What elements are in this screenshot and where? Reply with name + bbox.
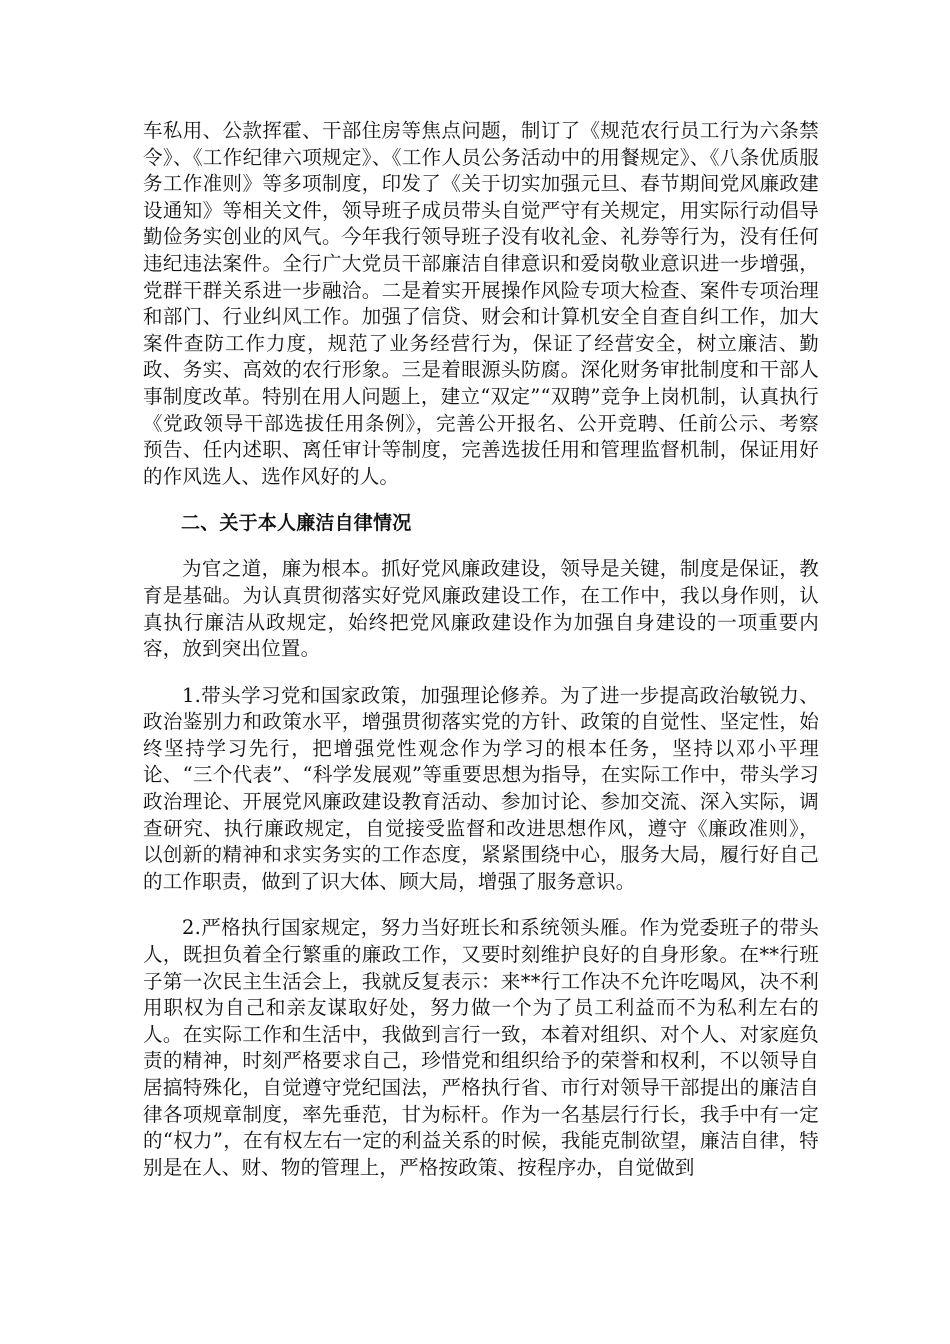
section-heading: 二、关于本人廉洁自律情况 <box>181 512 412 535</box>
document-body <box>143 118 819 1181</box>
continued-paragraph: 车私用、公款挥霍、干部住房等焦点问题，制订了《规范农行员工行为六条禁令》、《工作纪律六项规定》、《工作人员公务活动中的用餐规定》、《八条优质服务工作准则》等多项制度，印发了《关于切实加强元旦、春节期间党风廉政建设通知》等相关文件，领导班子成员带头自觉严守有关规定，用实际行动倡导勤俭务实创业的风气。今年我行领导班子没有收礼金、礼券等行为，没有任何违纪违法案件。全行广大党员干部廉洁自律意识和爱岗敬业意识进一步增强，党群干群关系进一步融洽。二是着实开展操作风险专项大检查、案件专项治理和部门、行业纠风工作。加强了信贷、财会和计算机安全自查自纠工作，加大案件查防工作力度，规范了业务经营行为，保证了经营安全，树立廉洁、勤政、务实、高效的农行形象。三是着眼源头防腐。深化财务审批制度和干部人事制度改革。特别在用人问题上，建立“双定”“双聘”竞争上岗机制，认真执行《党政领导干部选拔任用条例》，完善公开报名、公开竞聘、任前公示、考察预告、任内述职、离任审计等制度，完善选拔任用和管理监督机制，保证用好的作风选人、选作风好的人。 <box>143 119 819 488</box>
item-2-paragraph: 2.严格执行国家规定，努力当好班长和系统领头雁。作为党委班子的带头人，既担负着全行繁重的廉政工作，又要时刻维护良好的自身形象。在**行班子第一次民主生活会上，我就反复表示：来**行工作决不允许吃喝风，决不利用职权为自己和亲友谋取好处，努力做一个为了员工利益而不为私利左右的人。在实际工作和生活中，我做到言行一致，本着对组织、对个人、对家庭负责的精神，时刻严格要求自己，珍惜党和组织给予的荣誉和权利，不以领导自居搞特殊化，自觉遵守党纪国法，严格执行省、市行对领导干部提出的廉洁自律各项规章制度，率先垂范，甘为标杆。作为一名基层行行长，我手中有一定的“权力”，在有权左右一定的利益关系的时候，我能克制欲望，廉洁自律，特别是在人、财、物的管理上，严格按政策、按程序办，自觉做到 <box>143 916 819 1179</box>
intro-paragraph: 为官之道，廉为根本。抓好党风廉政建设，领导是关键，制度是保证，教育是基础。为认真贯彻落实好党风廉政建设工作，在工作中，我以身作则，认真执行廉洁从政规定，始终把党风廉政建设作为加强自身建设的一项重要内容，放到突出位置。 <box>143 557 819 661</box>
paragraph-spacer <box>143 663 819 683</box>
paragraph-spacer <box>143 895 819 915</box>
item-1-paragraph: 1.带头学习党和国家政策，加强理论修养。为了进一步提高政治敏锐力、政治鉴别力和政策水平，增强贯彻落实党的方针、政策的自觉性、坚定性，始终坚持学习先行，把增强党性观念作为学习的根本任务，坚持以邓小平理论、“三个代表”、“科学发展观”等重要思想为指导，在实际工作中，带头学习政治理论、开展党风廉政建设教育活动、参加讨论、参加交流、深入实际，调查研究、执行廉政规定，自觉接受监督和改进思想作风，遵守《廉政准则》，以创新的精神和求实务实的工作态度，紧紧围绕中心，服务大局，履行好自己的工作职责，做到了识大体、顾大局，增强了服务意识。 <box>143 683 819 893</box>
